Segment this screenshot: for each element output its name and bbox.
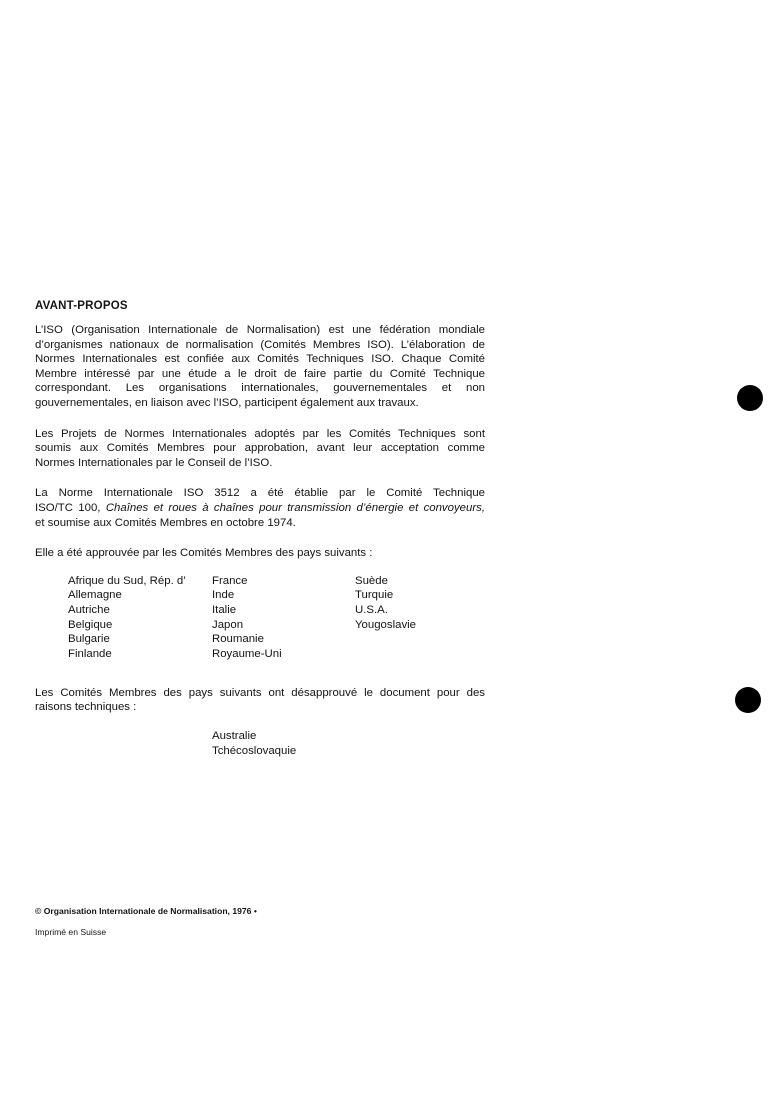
country-name: U.S.A. [355,603,388,616]
intro-line: Membre intéressé par une étude a le droit de faire partie du Comité Technique [35,367,485,380]
foreword-heading: AVANT-PROPOS [35,300,128,312]
intro-line: correspondant. Les organisations internationales, gouvernementales et non [35,382,485,395]
country-name: Suède [355,574,388,587]
country-name: Australie [212,729,257,742]
disapproval-line: Les Comités Membres des pays suivants ont désapprouvé le document pour des [35,686,485,699]
origin-line: La Norme Internationale ISO 3512 a été établie par le Comité Technique [35,487,485,500]
intro-line: d’organismes nationaux de normalisation (Comités Membres ISO). L’élaboration de [35,338,485,351]
origin-line-committee [35,501,485,516]
country-name: Royaume-Uni [212,647,282,660]
disapproval-line: raisons techniques : [35,701,137,714]
approval-line: soumis aux Comités Membres pour approbation, avant leur acceptation comme [35,442,485,455]
disapproved-countries-list [212,729,485,758]
country-name: Afrique du Sud, Rép. d’ [68,574,186,587]
committee-ref: ISO/TC 100, [35,501,106,514]
page-footer [35,906,257,937]
country-name: Roumanie [212,633,264,646]
intro-line: Normes Internationales est confiée aux Comités Techniques ISO. Chaque Comité [35,353,485,366]
country-name: Turquie [355,589,394,602]
country-name: Finlande [68,647,112,660]
country-name: France [212,574,248,587]
country-name: Inde [212,589,235,602]
approved-countries-list [35,574,485,670]
disapproval-paragraph [35,686,485,715]
standard-origin-paragraph [35,486,485,530]
approval-process-paragraph [35,427,485,471]
foreword-section [35,300,485,758]
country-name: Italie [212,603,237,616]
country-name: Japon [212,618,244,631]
intro-line: L’ISO (Organisation Internationale de Normalisation) est une fédération mondiale [35,324,485,336]
punch-hole-mark [737,385,763,411]
country-name: Tchécoslovaquie [212,744,297,757]
committee-title: Chaînes et roues à chaînes pour transmission d’énergie et convoyeurs, [105,501,485,514]
country-column [68,574,186,662]
country-name: Belgique [68,618,113,631]
copyright-notice: © Organisation Internationale de Normalisation, 1976 • [35,906,257,916]
country-name: Yougoslavie [355,618,417,631]
approval-line: Les Projets de Normes Internationales adoptés par les Comités Techniques sont [35,427,485,440]
approval-line: Normes Internationales par le Conseil de l’ISO. [35,456,273,469]
country-column [212,574,282,662]
country-name: Bulgarie [68,633,110,646]
printed-notice: Imprimé en Suisse [35,927,107,937]
country-name: Autriche [68,603,110,616]
intro-paragraph [35,323,485,411]
intro-line: gouvernementales, en liaison avec l’ISO, participent également aux travaux. [35,396,419,409]
punch-hole-mark [735,687,761,713]
country-name: Allemagne [68,589,122,602]
approved-intro: Elle a été approuvée par les Comités Membres des pays suivants : [35,547,373,560]
country-column [355,574,416,632]
origin-line: et soumise aux Comités Membres en octobre 1974. [35,516,296,529]
